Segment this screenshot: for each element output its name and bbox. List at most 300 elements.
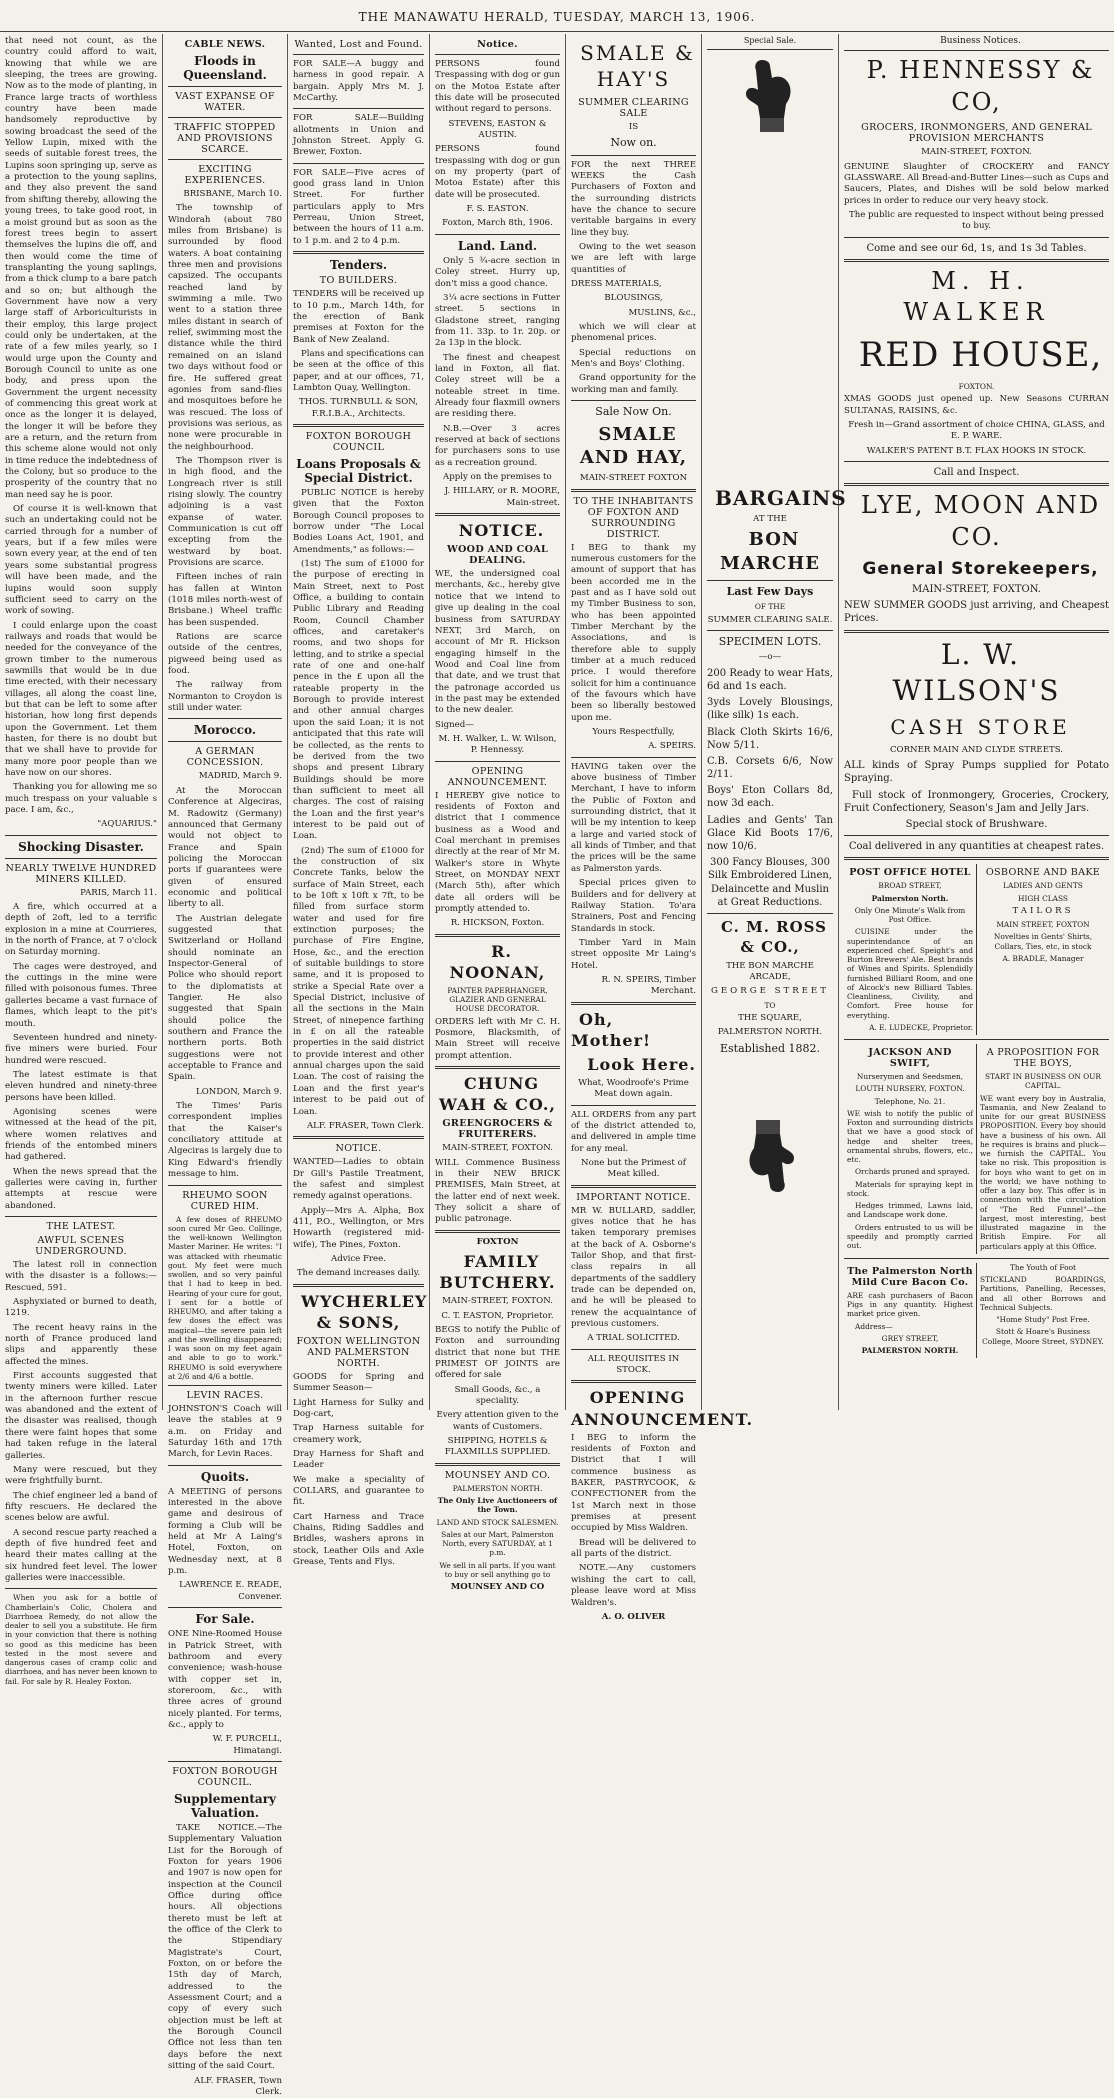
floods-paragraph: The township of Windorah (about 780 miles from Brisbane) is surrounded by flood waters. A boat containing three men and provisions capsized. The occupants reached land by swimming a mile. Two went to a station three miles distant in search of relief, swimming most the distance while the third remained on an island two days without food or fire. He suffered great agonies from sand-flies and mosquitoes before he was rescued. The loss of provisions was serious, as none were procurable in the neighbourhood. [168,203,282,453]
opening-announcement-signature: A. O. OLIVER [571,1612,696,1623]
butchery-top: FOXTON [435,1237,560,1248]
wilson-paragraph: Special stock of Brushware. [844,818,1109,831]
column-1 [0,34,163,1410]
opening-announcement-paragraph: Bread will be delivered to all parts of the district. [571,1538,696,1561]
bacon-street: GREY STREET, [847,1334,973,1343]
opening-signature: R. HICKSON, Foxton. [435,918,560,929]
opening-announcement-paragraph: I BEG to inform the residents of Foxton and District that I will commence business as BAKER, PASTRYCOOK, & CONFECTIONER from the 1st March next in those premises at present occupied by Miss Waldren. [571,1433,696,1535]
tenders-subtitle: TO BUILDERS. [293,275,424,286]
wycherley-line: We make a speciality of COLLARS, and guarantee to fit. [293,1475,424,1509]
bargains-at-the: AT THE [707,514,833,525]
walker-title: M. H. WALKER [844,266,1109,329]
jackson-line: Orchards pruned and sprayed. [847,1167,973,1176]
divider [168,117,282,118]
smale-paragraph: which we will clear at phenomenal prices. [571,322,696,345]
osborne-novelties: Novelties in Gents' Shirts, Collars, Ties, etc, in stock [980,932,1106,951]
smale-paragraph: FOR the next THREE WEEKS the Cash Purchasers of Foxton and the surrounding districts have the chance to secure veritable bargains in every line they buy. [571,160,696,239]
two-column-ads-1 [844,864,1109,1035]
latest-paragraph: The recent heavy rains in the north of France produced land slips and apparently these affected the mines. [5,1323,157,1368]
mounsey-signature: MOUNSEY AND CO [435,1582,560,1593]
chamberlain-ad: When you ask for a bottle of Chamberlain's Colic, Cholera and Diarrhoea Remedy, do not allow the dealer to sell you a substitute. He firm in your conviction that there is nothing so good as this medicine has been tested in the most severe and dangerous cases of cramp colic and diarrhoea, and has never been known to fail. For sale by R. Healey Foxton. [5,1593,157,1686]
osborne-sub: LADIES AND GENTS [980,881,1106,890]
bacon-town: PALMERSTON NORTH. [847,1346,973,1355]
floods-subtitle: EXCITING EXPERIENCES. [168,164,282,186]
disaster-paragraph: Agonising scenes were witnessed at the head of the pit, where women relatives and friends of the entombed miners had gathered. [5,1107,157,1164]
wycherley-title: WYCHERLEY & SONS, [293,1291,424,1333]
divider [844,1039,1109,1040]
sale-item: 300 Fancy Blouses, 300 Silk Embroidered Linen, Delaincette and Muslin at Great Reductions. [707,856,833,909]
ross-established: Established 1882. [707,1042,833,1057]
bacon-paragraph: ARE cash purchasers of Bacon Pigs in any quantity. Highest market price given. [847,1291,973,1319]
timber-paragraph: Timber Yard in Main street opposite Mr Laing's Hotel. [571,938,696,972]
red-house-paragraph: XMAS GOODS just opened up. New Seasons CURRAN SULTANAS, RAISINS, &c. [844,394,1109,417]
lye-moon-subtitle: General Storekeepers, [844,558,1109,580]
red-house-address: FOXTON. [844,382,1109,391]
wood-notice-subtitle: WOOD AND COAL DEALING. [435,544,560,566]
osborne-manager: A. BRADLE, Manager [980,954,1106,963]
lye-moon-title: LYE, MOON AND CO. [844,490,1109,553]
post-hotel-minute: Only One Minute's Walk from Post Office. [847,906,973,925]
loans-paragraph: (1st) The sum of £1000 for the purpose of erecting in Main Street, next to Post Office, a building to contain Public Library and Reading Room, Council Chamber offices, and caretaker's rooms, and two shops for letting, and to strike a special rate of one and one-half pence in the £ upon all the rateable property in the Borough to provide interest and other annual charges upon the said Loan; it is not anticipated that this rate will be collected, as the rents to be derived from the two shops and present Library Buildings should be more than sufficient to meet all charges. The cost of raising the Loan and the first year's interest to be paid out of Loan. [293,559,424,843]
floods-subtitle: TRAFFIC STOPPED AND PROVISIONS SCARCE. [168,122,282,155]
divider [293,424,424,427]
butchery-title: FAMILY BUTCHERY. [435,1251,560,1293]
opening-announcement-note: NOTE.—Any customers wishing the cart to call, please leave word at Miss Waldren's. [571,1563,696,1608]
london-paragraph: The Times' Paris correspondent implies that the Kaiser's conciliatory attitude at Algeciras is largely due to King Edward's friendly message to him. [168,1101,282,1180]
wilson-paragraph: ALL kinds of Spray Pumps supplied for Potato Spraying. [844,759,1109,785]
sale-item: Ladies and Gents' Tan Glace Kid Boots 17/6, now 10/6. [707,814,833,854]
latest-paragraph: First accounts suggested that twenty miners were killed. Later in the afternoon further rescue was abandoned and the extent of the disaster was realised, though there were faint hopes that some had taken refuge in the lateral galleries. [5,1371,157,1462]
disaster-paragraph: Seventeen hundred and ninety-five miners were buried. Four hundred were rescued. [5,1033,157,1067]
divider [571,1185,696,1188]
smale-big: SMALE AND HAY, [571,423,696,471]
red-house-paragraph: WALKER'S PATENT B.T. FLAX HOOKS IN STOCK. [844,446,1109,457]
disaster-dateline: PARIS, March 11. [5,888,157,899]
mounsey-sales: Sales at our Mart, Palmerston North, every SATURDAY, at 1 p.m. [435,1530,560,1558]
smale-is: IS [571,122,696,133]
wilson-cash-store: CASH STORE [844,714,1109,740]
butchery-line: Small Goods, &c., a speciality. [435,1385,560,1408]
hennessy-public: The public are requested to inspect without being pressed to buy. [844,210,1109,233]
proposition-paragraph: WE want every boy in Australia, Tasmania, and New Zealand to unite for our great BUSINESS PROPOSITION. Every boy should have a business of his own. All he requires is brains and pluck—we furnish the CAPITAL. You take no risk. This proposition is for boys who want to get on in the world; we have nothing to offer a lazy boy. This offer is in connection with the circulation of "The Red Funnel"—the largest, most interesting, best illustrated magazine in the British Empire. For all particulars apply at this Office. [980,1094,1106,1251]
disaster-title: Shocking Disaster. [5,840,157,854]
coal-delivered: Coal delivered in any quantities at cheapest rates. [844,840,1109,853]
land-paragraph: 3¼ acre sections in Futter street. 5 sections in Gladstone street, ranging from 11. 33p. to 1r. 20p. or 2a 13p in the block. [435,293,560,350]
divider [571,1002,696,1005]
loans-council: FOXTON BOROUGH COUNCIL [293,431,424,453]
loans-title: Loans Proposals & Special District. [293,457,424,485]
inhabitants-signature: A. SPEIRS. [571,741,696,752]
divider [168,1607,282,1608]
smale-good: DRESS MATERIALS, [571,279,696,290]
quoits-signature: LAWRENCE E. READE, Convener. [168,1580,282,1603]
floods-paragraph: Rations are scarce outside of the centres, pigweed being used as food. [168,632,282,677]
notice-paragraph: WANTED—Ladies to obtain Dr Gill's Pastile Treatment, the safest and simplest remedy against operations. [293,1157,424,1202]
divider [571,489,696,492]
opening-announcement-title: OPENING ANNOUNCEMENT. [571,1387,696,1429]
summer-clearing-sale: SUMMER CLEARING SALE. [707,615,833,626]
quoits-paragraph: A MEETING of persons interested in the above game and desirous of forming a Club will be held at Mr A Laing's Hotel, Foxton, on Wednesday next, at 8 p.m. [168,1487,282,1578]
divider [571,757,696,758]
hennessy-paragraph: GENUINE Slaughter of CROCKERY and FANCY GLASSWARE. All Bread-and-Butter Lines—such as Cups and Saucers, Plates, and Dishes will be sold below marked prices in order to reduce our very heavy stock. [844,162,1109,207]
wood-notice-paragraph: WE, the undersigned coal merchants, &c., hereby give notice that we intend to give up dealing in the coal business from SATURDAY NEXT, 3rd March, on account of Mr R. Hickson engaging himself in the Wood and Coal line from that date, and we trust that the patronage accorded us in the past may be extended to the new dealer. [435,569,560,716]
jackson-sub: Nurserymen and Seedsmen, [847,1072,973,1081]
bacon-co-ad [844,1263,977,1359]
notice-free: Advice Free. [293,1254,424,1265]
inhabitants-yours: Yours Respectfully, [571,727,696,738]
jackson-address: LOUTH NURSERY, FOXTON. [847,1084,973,1093]
divider [168,1761,282,1762]
smale-title: SMALE & HAY'S [571,40,696,93]
jackson-title: JACKSON AND SWIFT, [847,1047,973,1069]
post-hotel-paragraph: CUISINE under the superintendance of an experienced chef. Speight's and Burton Brewers' Ale. Best brands of Wines and Spirits. Splendidly furnished Billiard Room, and one of Alcock's new Billiard Tables. Cleanliness, Civility, and Comfort. Free house for everything. [847,927,973,1020]
oh-subtitle: What, Woodroofe's Prime Meat down again. [571,1078,696,1101]
bargains-title: BARGAINS [707,485,833,511]
pointing-hand-icon [740,1116,800,1196]
tenders-paragraph: Plans and specifications can be seen at the office of this paper, and at our offices, 71, Lambton Quay, Wellington. [293,349,424,394]
lye-moon-paragraph: NEW SUMMER GOODS just arriving, and Cheapest Prices. [844,599,1109,625]
ross-title: C. M. ROSS & CO., [707,918,833,958]
specimen-divider: —o— [707,652,833,663]
hennessy-title: P. HENNESSY & CO, [844,55,1109,118]
rheumo-title: RHEUMO SOON CURED HIM. [168,1190,282,1212]
floods-dateline: BRISBANE, March 10. [168,189,282,200]
divider [5,835,157,836]
bacon-title: The Palmerston North Mild Cure Bacon Co. [847,1266,973,1288]
divider [168,86,282,87]
divider [844,1258,1109,1259]
trespass-notice-title: Notice. [435,39,560,50]
two-column-ads-2 [844,1044,1109,1254]
tenders-title: Tenders. [293,258,424,272]
opening-title: OPENING ANNOUNCEMENT. [435,766,560,788]
chung-title: CHUNG WAH & CO., [435,1073,560,1115]
rheumo-paragraph: A few doses of RHEUMO soon cured Mr Geo. Collinge, the well-known Wellington Master Mariner. He writes: "I was attacked with rheumatic gout. My feet were much swollen, and so very painful that I had to keep in bed. Hearing of your cure for gout, I sent for a bottle of RHEUMO, and after taking a few doses the effect was magical—the severe pain left and the swelling disappeared; I was soon on my feet again and able to go to work." RHEUMO is sold everywhere at 2/6 and 4/6 a bottle. [168,1215,282,1382]
ross-to: TO [707,1001,833,1010]
divider [5,858,157,859]
disaster-paragraph: When the news spread that the galleries were caving in, further attempts at rescue were abandoned. [5,1167,157,1212]
post-office-hotel-ad [844,864,977,1035]
classified-ad: FOR SALE—Five acres of good grass land in Union Street. For further particulars apply to Mrs Perreau, Union Street, between the hours of 11 a.m. to 1 p.m. and 2 to 4 p.m. [293,168,424,247]
latest-paragraph: Many were rescued, but they were frightfully burnt. [5,1465,157,1488]
look-here-title: Look Here. [571,1054,696,1075]
osborne-address: MAIN STREET, FOXTON [980,920,1106,929]
sale-signature: W. F. PURCELL, Himatangi. [168,1734,282,1757]
london-dateline: LONDON, March 9. [168,1087,282,1098]
notice-demand: The demand increases daily. [293,1268,424,1279]
sale-item: 200 Ready to wear Hats, 6d and 1s each. [707,667,833,693]
latest-paragraph: The latest roll in connection with the disaster is a follows:— Rescued, 591. [5,1260,157,1294]
divider [707,630,833,631]
disaster-subtitle: NEARLY TWELVE HUNDRED MINERS KILLED. [5,863,157,885]
wilson-paragraph: Full stock of Ironmongery, Groceries, Crockery, Fruit Confectionery, Season's Jam and Jelly Jars. [844,789,1109,815]
divider [844,259,1109,262]
butchery-address: MAIN-STREET, FOXTON. [435,1296,560,1307]
timber-paragraph: Special prices given to Builders and for delivery at Railway Station. To'ara Strainers, Post and Fencing Standards in stock. [571,878,696,935]
disaster-paragraph: A fire, which occurred at a depth of 2oft, led to a terrific explosion in a mine at Courrieres, in the north of France, at 7 o'clock on Saturday morning. [5,902,157,959]
divider [5,1588,157,1589]
post-hotel-title: POST OFFICE HOTEL [847,867,973,878]
tenders-signature: THOS. TURNBULL & SON, F.R.I.B.A., Architects. [293,397,424,420]
jackson-line: Materials for spraying kept in stock. [847,1180,973,1199]
important-requisites: ALL REQUISITES IN STOCK. [571,1354,696,1377]
letter-paragraph: Of course it is well-known that such an undertaking could not be carried through for a number of years, but if a few miles were sown every year, at the end of ten years some substantial progress will have been made, and the lupins would soon supply sufficient seed to carry on the work of sowing. [5,504,157,617]
wood-notice-title: NOTICE. [435,520,560,541]
red-house-title: RED HOUSE, [844,333,1109,378]
levin-title: LEVIN RACES. [168,1390,282,1401]
noonan-title: R. NOONAN, [435,941,560,983]
morocco-title: Morocco. [168,723,282,737]
column-2 [163,34,288,1410]
two-column-ads-3 [844,1263,1109,1359]
oh-mother-title: Oh, Mother! [571,1009,696,1051]
morocco-paragraph: At the Moroccan Conference at Algeciras, M. Radowitz (Germany) announced that Germany would not object to France and Spain policing the Moroccan ports if guarantees were given of ensured economic and political liberty to all. [168,786,282,911]
butchery-shipping: SHIPPING, HOTELS & FLAXMILLS SUPPLIED. [435,1436,560,1459]
supplementary-title: Supplementary Valuation. [168,1792,282,1820]
divider [435,934,560,937]
important-paragraph: MR W. BULLARD, saddler, gives notice that he has taken temporary premises at the back of A. Osborne's Tailor Shop, and that first-class repairs in all departments of the saddlery trade can be depended on, and he will be pleased to renew the acquaintance of previous customers. [571,1206,696,1331]
smale-now: Now on. [571,136,696,151]
stott-home-study: "Home Study" Post Free. [980,1315,1106,1324]
jackson-telephone: Telephone, No. 21. [847,1097,973,1106]
osborne-tailors: TAILORS [980,906,1106,917]
noonan-subtitle: PAINTER PAPERHANGER, GLAZIER AND GENERAL HOUSE DECORATOR. [435,986,560,1014]
letter-paragraph: I could enlarge upon the coast railways and roads that would be needed for the conveyance of the grown timber to the numerous sawmills that would be in due time erected, with their necessary villages, all along the coast line, but that can be left to some after historian, how long first depends upon the Government. Let them hasten, for there is no doubt but that we shall have to provide for many more poor people than we have now on our shores. [5,621,157,780]
opening-paragraph: I HEREBY give notice to residents of Foxton and district that I commence business as a Wood and Coal merchant in premises directly at the rear of Mr M. Walker's store in Whyte Street, on MONDAY NEXT (March 5th), after which date all orders will be promptly attended to. [435,791,560,916]
pointing-hand-icon [740,56,800,136]
ross-palmerston: PALMERSTON NORTH. [707,1027,833,1038]
bacon-address-label: Address— [847,1322,973,1331]
proposition-ad [977,1044,1109,1254]
supplementary-paragraph: TAKE NOTICE.—The Supplementary Valuation List for the Borough of Foxton for years 1906 and 1907 is now open for inspection at the Council Office during office hours. All objections thereto must be left at the office of the Clerk to the Stipendiary Magistrate's Court, Foxton, on or before the 15th day of March, addressed to the Assessment Court; and a copy of every such objection must be left at the Borough Council Office not less than ten days before the next sitting of the said Court. [168,1823,282,2073]
hennessy-address: MAIN-STREET, FOXTON. [844,147,1109,158]
letter-paragraph: that need not count, as the country could afford to wait, knowing that while we are sleeping, the trees are growing. Now as to the mode of planting, in France large tracts of worthless country have been made handsomely reproductive by sowing broadcast the seed of the Yellow Lupin, mixed with the seeds of suitable forest trees, the Lupins soon springing up, serve as a protection to the young saplins, and they also prevent the sand from shifting thereby, allowing the young trees, to take good root, in a moist ground but as soon as the forest trees begin to assert themselves the lupins die off, and then would come the time of transplanting the young saplings, from a thick clump to a bare patch and so on; but although the Government have now a very large staff of Arboriculturists in their employ, this large project could only be undertaken, at the rate of a few miles yearly, so I would urge upon the County and Borough Council to unite as one body, and press upon the Government the urgent necessity of commencing this great work at once as the longer it is delayed, the longer it will be before they are a return, and the return from this scheme alone would not only in time reduce the indebtedness of the Colony, but so produce to the prosperity of the country that no man need say he is poor. [5,36,157,501]
cable-news-title: CABLE NEWS. [168,39,282,50]
masthead: THE MANAWATU HERALD, TUESDAY, MARCH 13, 1906. [0,0,1114,32]
trespass-signature: STEVENS, EASTON & AUSTIN. [435,119,560,142]
smale-sale-now: Sale Now On. [571,405,696,420]
chung-address: MAIN-STREET, FOXTON. [435,1143,560,1154]
mounsey-tail: We sell in all parts. If you want to buy or sell anything go to [435,1561,560,1580]
wycherley-line: Cart Harness and Trace Chains, Riding Saddles and Bridles, washers aprons in stock, Leather Oils and Axle Grease, Tents and Flys. [293,1512,424,1569]
column-4 [430,34,566,1410]
morocco-paragraph: The Austrian delegate suggested that Switzerland or Holland should nominate an Inspector-General of Police who should report to the diplomatists at Tangier. He also suggested that Spain should police the southern and France the northern ports. Both suggestions were not acceptable to France and Spain. [168,914,282,1084]
divider [293,251,424,254]
sale-title: For Sale. [168,1612,282,1626]
floods-subtitle: VAST EXPANSE OF WATER. [168,91,282,113]
last-few-days: Last Few Days [707,585,833,600]
divider [844,461,1109,462]
loans-paragraph: (2nd) The sum of £1000 for the construction of six Concrete Tanks, below the surface of Main Street, each to be 10ft x 10ft x 7ft, to be filled from surface storm water and used for fire extinction purposes; the purchase of Fire Engine, Hose, &c., and the erection of suitable buildings to store same, and it is proposed to strike a Special Rate over a Special District, inclusive of all the sections in the Main Street, of ninepence farthing in £ on all the rateable properties in the said district to provide interest and other annual charges upon the said Loan. The cost of raising the Loan and the first year's interest to be paid out of Loan. [293,846,424,1118]
mounsey-subtitle: The Only Live Auctioneers of the Town. [435,1496,560,1515]
lye-moon-address: MAIN-STREET, FOXTON. [844,583,1109,596]
wycherley-line: GOODS for Spring and Summer Season— [293,1372,424,1395]
land-signature: J. HILLARY, or R. MOORE, Main-street. [435,486,560,509]
land-paragraph: Apply on the premises to [435,472,560,483]
smale-paragraph: Owing to the wet season we are left with large quantities of [571,242,696,276]
wycherley-line: Light Harness for Sulky and Dog-cart, [293,1398,424,1421]
trespass-paragraph: PERSONS found Trespassing with dog or gun on the Motoa Estate after this date will be prosecuted without regard to persons. [435,59,560,116]
business-notices-header: Business Notices. [844,36,1109,51]
divider [168,1185,282,1186]
divider [844,630,1109,633]
post-hotel-signature: A. E. LUDECKE, Proprietor. [847,1023,973,1032]
levin-paragraph: JOHNSTON'S Coach will leave the stables at 9 a.m. on Friday and Saturday 16th and 17th March, for Levin Races. [168,1404,282,1461]
column-3 [288,34,430,1410]
wanted-title: Wanted, Lost and Found. [293,39,424,50]
divider [435,1230,560,1233]
smale-good: BLOUSINGS, [571,293,696,304]
noonan-paragraph: ORDERS left with Mr C. H. Posmore, Blacksmith, of Main Street will receive prompt attention. [435,1017,560,1062]
loans-signature: ALF. FRASER, Town Clerk. [293,1121,424,1132]
red-house-call: Call and Inspect. [844,466,1109,479]
smale-subtitle: SUMMER CLEARING SALE [571,97,696,119]
of-the: OF THE [707,602,833,611]
butchery-line: Every attention given to the wants of Customers. [435,1410,560,1433]
divider [435,761,560,762]
jackson-line: Hedges trimmed, Lawns laid, and Landscape work done. [847,1201,973,1220]
divider [293,54,424,55]
wilson-title: L. W. WILSON'S [844,637,1109,711]
smale-address: MAIN-STREET FOXTON [571,473,696,484]
jackson-swift-ad [844,1044,977,1254]
important-trial: A TRIAL SOLICITED. [571,1333,696,1344]
divider [435,513,560,516]
land-title: Land. Land. [435,239,560,253]
latest-paragraph: The chief engineer led a band of fifty rescuers. He declared the scenes below are awful. [5,1491,157,1525]
land-paragraph: Only 5 ¾-acre section in Coley street. Hurry up, don't miss a good chance. [435,256,560,290]
divider [844,237,1109,238]
divider [707,913,833,914]
divider [435,1463,560,1466]
butchery-paragraph: BEGS to notify the Public of Foxton and surrounding district that none but THE PRIMEST OF JOINTS are offered for sale [435,1325,560,1382]
ross-george: GEORGE STREET [707,986,833,997]
proposition-sub: START IN BUSINESS ON OUR CAPITAL. [980,1072,1106,1091]
stott-top: The Youth of Foot [980,1263,1106,1272]
wycherley-subtitle: FOXTON WELLINGTON AND PALMERSTON NORTH. [293,1336,424,1369]
chung-subtitle: GREENGROCERS & FRUITERERS. [435,1118,560,1140]
timber-signature: R. N. SPEIRS, Timber Merchant. [571,975,696,998]
divider [844,835,1109,836]
morocco-dateline: MADRID, March 9. [168,771,282,782]
floods-paragraph: The Thompson river is in high flood, and the Longreach river is still rising slowly. The country adjoining is a vast expanse of water. Communication is cut off excepting from the westward by boat. Provisions are scarce. [168,456,282,569]
classified-ad: FOR SALE—A buggy and harness in good repair. A bargain. Apply Mrs M. J. McCarthy. [293,59,424,104]
divider [168,1385,282,1386]
disaster-paragraph: The latest estimate is that eleven hundred and ninety-three persons have been killed. [5,1070,157,1104]
divider [571,400,696,401]
sale-item: C.B. Corsets 6/6, Now 2/11. [707,755,833,781]
smale-paragraph: Special reductions on Men's and Boys' Clothing. [571,348,696,371]
special-sale-header: Special Sale. [707,36,833,50]
trespass-paragraph: PERSONS found trespassing with dog or gun on my property (part of Motoa Estate) after this date will be prosecuted. [435,144,560,201]
column-6 [702,34,839,1410]
trespass-signature: F. S. EASTON. [435,204,560,215]
stott-signature: Stott & Hoare's Business College, Moore Street, SYDNEY. [980,1327,1106,1346]
divider [168,718,282,719]
bon-marche-title: BON MARCHE [707,528,833,576]
oh-prime: None but the Primest of Meat killed. [571,1158,696,1181]
oh-paragraph: ALL ORDERS from any part of the district attended to, and delivered in ample time for any meal. [571,1110,696,1155]
morocco-subtitle: A GERMAN CONCESSION. [168,746,282,768]
supplementary-signature: ALF. FRASER, Town Clerk. [168,2076,282,2098]
divider [435,1066,560,1069]
divider [168,741,282,742]
jackson-paragraph: WE wish to notify the public of Foxton and surrounding districts that we have a good stock of hedge and shelter trees, ornamental shrubs, flowers, etc., etc. [847,1109,973,1165]
letter-paragraph: Thanking you for allowing me so much trespass on your valuable s pace. I am, &c., [5,782,157,816]
sale-item: Boys' Eton Collars 8d, now 3d each. [707,784,833,810]
inhabitants-paragraph: I BEG to thank my numerous customers for the amount of support that has been accorded me in the past and as I have sold out my Timber Business to son, who has been appointed Timber Merchant by the Associations, and is therefore able to supply timber at a much reduced price. I would therefore solicit for him a continuance of the favours which have been so liberally bestowed upon me. [571,543,696,725]
divider [435,234,560,235]
mounsey-place: PALMERSTON NORTH. [435,1484,560,1493]
letter-signature: "AQUARIUS." [5,819,157,830]
timber-paragraph: HAVING taken over the above business of Timber Merchant, I have to inform the Public of Foxton and surrounding district, that it will be my intention to keep a large and varied stock of all kinds of Timber, and that the prices will be the same as Palmerston yards. [571,762,696,875]
butchery-proprietor: C. T. EASTON, Proprietor. [435,1311,560,1322]
quoits-title: Quoits. [168,1470,282,1484]
tenders-paragraph: TENDERS will be received up to 10 p.m., March 14th, for the erection of Bank premises at Foxton for the Bank of New Zealand. [293,289,424,346]
latest-paragraph: Asphyxiated or burned to death, 1219. [5,1297,157,1320]
trespass-date: Foxton, March 8th, 1906. [435,218,560,229]
floods-paragraph: Fifteen inches of rain has fallen at Winton (1018 miles north-west of Brisbane.) Wheel traffic has been suspended. [168,572,282,629]
specimen-lots: SPECIMEN LOTS. [707,635,833,650]
post-hotel-town: Palmerston North. [847,894,973,903]
divider [168,159,282,160]
hennessy-tables: Come and see our 6d, 1s, and 1s 3d Tables. [844,242,1109,255]
osborne-title: OSBORNE AND BAKE [980,867,1106,878]
chung-paragraph: WILL Commence Business in their NEW BRICK PREMISES, Main Street, at the latter end of next week. They solicit a share of public patronage. [435,1158,560,1226]
divider [571,1349,696,1350]
floods-paragraph: The railway from Normanton to Croydon is still under water. [168,680,282,714]
floods-title: Floods in Queensland. [168,54,282,82]
wilson-corner: CORNER MAIN AND CLYDE STREETS. [844,745,1109,756]
divider [571,155,696,156]
post-hotel-street: BROAD STREET, [847,881,973,890]
ross-square: THE SQUARE, [707,1013,833,1024]
divider [293,163,424,164]
latest-paragraph: A second rescue party reached a depth of five hundred feet and heard their mates calling at the six hundred feet level. The lower galleries were inaccessible. [5,1528,157,1585]
stott-hoare-ad [977,1263,1109,1359]
ross-arcade: THE BON MARCHE ARCADE, [707,961,833,984]
divider [571,1105,696,1106]
divider [5,1216,157,1217]
wood-notice-names: M. H. Walker, L. W. Wilson, P. Hennessy. [435,734,560,757]
latest-subtitle: AWFUL SCENES UNDERGROUND. [5,1235,157,1257]
notice-apply: Apply—Mrs A. Alpha, Box 411, P.O., Wellington, or Mrs Howarth (registered mid-wife), The Pines, Foxton. [293,1206,424,1251]
loans-paragraph: PUBLIC NOTICE is hereby given that the Foxton Borough Council proposes to borrow under "The Local Bodies Loans Act, 1901, and Amendments," as follows:— [293,488,424,556]
sale-item: 3yds Lovely Blousings, (like silk) 1s each. [707,696,833,722]
red-house-paragraph: Fresh in—Grand assortment of choice CHINA, GLASS, and E. P. WARE. [844,420,1109,443]
disaster-paragraph: The cages were destroyed, and the cuttings in the mine were filled with poisonous fumes. Three galleries became a vast furnace of flames, which leapt to the pit's mouth. [5,962,157,1030]
jackson-line: Orders entrusted to us will be speedily and promptly carried out. [847,1223,973,1251]
smale-paragraph: Grand opportunity for the working man and family. [571,373,696,396]
classified-ad: FOR SALE—Building allotments in Union and Johnston Street. Apply G. Brewer, Foxton. [293,113,424,158]
divider [844,483,1109,486]
osborne-ad [977,864,1109,1035]
land-paragraph: N.B.—Over 3 acres reserved at back of sections for purchasers sons to use as a recreation ground. [435,424,560,469]
important-title: IMPORTANT NOTICE. [571,1192,696,1203]
wood-notice-signed: Signed— [435,720,560,731]
latest-title: THE LATEST. [5,1221,157,1232]
stott-paragraph: STICKLAND BOARDINGS, Partitions, Panelling, Recesses, and all other Borrows and Technical Subjects. [980,1275,1106,1312]
sale-item: Black Cloth Skirts 16/6, Now 5/11. [707,726,833,752]
divider [168,1465,282,1466]
mounsey-land: LAND AND STOCK SALESMEN. [435,1518,560,1527]
sale-paragraph: ONE Nine-Roomed House in Patrick Street, with bathroom and every convenience; wash-house with copper set in, storeroom, &c., with three acres of ground nicely planted. For terms, &c., apply to [168,1629,282,1731]
wycherley-line: Dray Harness for Shaft and Leader [293,1449,424,1472]
divider [844,857,1109,860]
divider [707,580,833,581]
divider [293,1284,424,1287]
council-title: FOXTON BOROUGH COUNCIL. [168,1766,282,1788]
